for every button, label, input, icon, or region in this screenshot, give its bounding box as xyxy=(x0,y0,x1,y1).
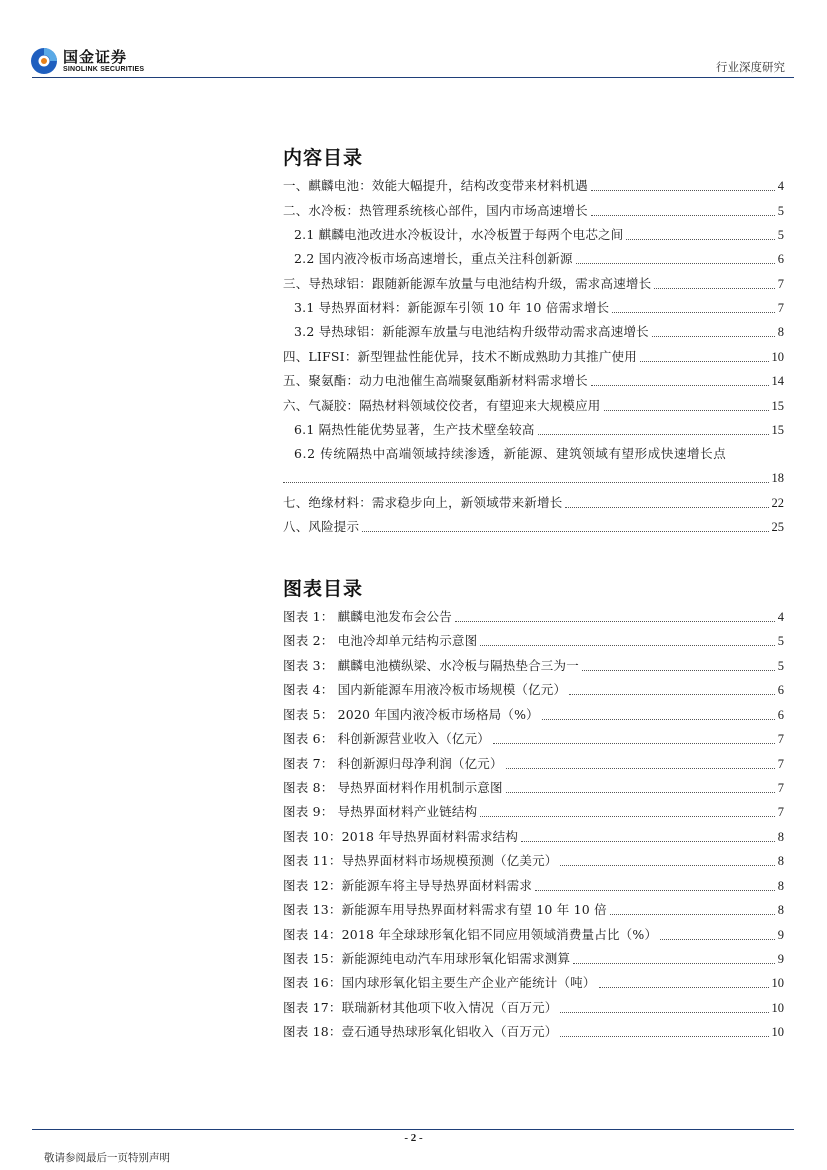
toc-entry-page: 4 xyxy=(777,179,784,193)
figure-entry-text: 图表 5： 2020 年国内液冷板市场格局（%） xyxy=(283,707,539,722)
footer-disclaimer: 敬请参阅最后一页特别声明 xyxy=(44,1152,170,1164)
figure-entry[interactable] xyxy=(283,803,784,821)
figure-entry[interactable] xyxy=(283,681,784,699)
figure-entry-text: 图表 16：国内球形氧化铝主要生产企业产能统计（吨） xyxy=(283,975,596,990)
toc-entry-text: 七、绝缘材料：需求稳步向上，新领域带来新增长 xyxy=(283,495,563,510)
figure-entry[interactable] xyxy=(283,852,784,870)
figure-entry[interactable] xyxy=(283,657,784,675)
figure-entry-text: 图表 14：2018 年全球球形氧化铝不同应用领域消费量占比（%） xyxy=(283,927,658,942)
toc-entry-page: 18 xyxy=(771,471,784,485)
figures-title: 图表目录 xyxy=(283,578,364,600)
toc-entry-page: 14 xyxy=(771,374,784,388)
figure-entry-page: 6 xyxy=(777,683,784,697)
figure-entry[interactable] xyxy=(283,828,784,846)
toc-entry-text: 六、气凝胶：隔热材料领域佼佼者，有望迎来大规模应用 xyxy=(283,398,601,413)
toc-entry[interactable] xyxy=(283,518,784,536)
toc-entry-page: 5 xyxy=(777,228,784,242)
toc-entry[interactable] xyxy=(283,202,784,220)
figure-entry[interactable] xyxy=(283,755,784,773)
toc-subentry-leader[interactable] xyxy=(283,469,784,487)
figure-entry-text: 图表 17：联瑞新材其他项下收入情况（百万元） xyxy=(283,1000,558,1015)
figure-entry-text: 图表 7： 科创新源归母净利润（亿元） xyxy=(283,756,503,771)
page-header xyxy=(0,0,827,80)
toc-entry-text: 八、风险提示 xyxy=(283,519,360,534)
figure-entry-text: 图表 15：新能源纯电动汽车用球形氧化铝需求测算 xyxy=(283,951,571,966)
toc-entry-text: 2.1 麒麟电池改进水冷板设计，水冷板置于每两个电芯之间 xyxy=(294,227,624,242)
toc-entry-page: 5 xyxy=(777,204,784,218)
toc-title: 内容目录 xyxy=(283,147,364,169)
toc-entry-text: 6.1 隔热性能优势显著，生产技术壁垒较高 xyxy=(294,422,535,437)
toc-entry-page: 15 xyxy=(771,423,784,437)
figure-entry-page: 8 xyxy=(777,854,784,868)
figure-entry-text: 图表 3： 麒麟电池横纵梁、水冷板与隔热垫合三为一 xyxy=(283,658,579,673)
toc-entry-text: 6.2 传统隔热中高端领域持续渗透，新能源、建筑领域有望形成快速增长点 xyxy=(294,446,727,461)
figure-entry-page: 8 xyxy=(777,830,784,844)
toc-entry-page: 25 xyxy=(771,520,784,534)
figure-entry-page: 6 xyxy=(777,708,784,722)
logo-chinese-name: 国金证券 xyxy=(63,47,128,66)
toc-subentry[interactable] xyxy=(294,250,784,268)
toc-subentry[interactable] xyxy=(294,421,784,439)
figure-entry[interactable] xyxy=(283,706,784,724)
figure-entry-page: 4 xyxy=(777,610,784,624)
figure-entry-text: 图表 13：新能源车用导热界面材料需求有望 10 年 10 倍 xyxy=(283,902,607,917)
figure-entry-page: 10 xyxy=(771,976,784,990)
figure-entry-page: 8 xyxy=(777,903,784,917)
toc-entry[interactable] xyxy=(283,348,784,366)
report-type-label: 行业深度研究 xyxy=(716,60,785,74)
figure-entry-page: 5 xyxy=(777,659,784,673)
figure-entry[interactable] xyxy=(283,974,784,992)
toc-entry-text: 3.1 导热界面材料：新能源车引领 10 年 10 倍需求增长 xyxy=(294,300,610,315)
toc-entry-text: 2.2 国内液冷板市场高速增长，重点关注科创新源 xyxy=(294,251,573,266)
figure-entry-text: 图表 10：2018 年导热界面材料需求结构 xyxy=(283,829,519,844)
toc-entry[interactable] xyxy=(283,177,784,195)
sinolink-logo-icon xyxy=(30,47,58,75)
figure-entry-text: 图表 18：壹石通导热球形氧化铝收入（百万元） xyxy=(283,1024,558,1039)
toc-entry-text: 五、聚氨酯：动力电池催生高端聚氨酯新材料需求增长 xyxy=(283,373,588,388)
company-logo xyxy=(30,47,144,75)
toc-entry[interactable] xyxy=(283,372,784,390)
figure-entry-page: 7 xyxy=(777,757,784,771)
figure-entry-page: 10 xyxy=(771,1025,784,1039)
figure-entry-text: 图表 2： 电池冷却单元结构示意图 xyxy=(283,633,478,648)
figure-entry-page: 7 xyxy=(777,805,784,819)
figure-entry-page: 5 xyxy=(777,634,784,648)
toc-entry-page: 7 xyxy=(777,301,784,315)
toc-entry-page: 7 xyxy=(777,277,784,291)
toc-entry-text: 一、麒麟电池：效能大幅提升，结构改变带来材料机遇 xyxy=(283,178,588,193)
toc-entry-text: 三、导热球铝：跟随新能源车放量与电池结构升级，需求高速增长 xyxy=(283,276,652,291)
figure-entry-page: 7 xyxy=(777,732,784,746)
figure-entry[interactable] xyxy=(283,730,784,748)
figure-entry[interactable] xyxy=(283,779,784,797)
toc-entry-text: 二、水冷板：热管理系统核心部件，国内市场高速增长 xyxy=(283,203,588,218)
toc-entry[interactable] xyxy=(283,397,784,415)
figure-entry-page: 10 xyxy=(771,1001,784,1015)
toc-subentry[interactable] xyxy=(294,226,784,244)
toc-entry-text: 四、LIFSI：新型锂盐性能优异，技术不断成熟助力其推广使用 xyxy=(283,349,637,364)
figure-entry-page: 7 xyxy=(777,781,784,795)
toc-subentry[interactable] xyxy=(294,323,784,341)
figure-entry-text: 图表 12：新能源车将主导导热界面材料需求 xyxy=(283,878,533,893)
logo-english-name: SINOLINK SECURITIES xyxy=(63,65,145,73)
figure-entry[interactable] xyxy=(283,926,784,944)
figure-entry[interactable] xyxy=(283,901,784,919)
toc-entry-page: 15 xyxy=(771,399,784,413)
toc-entry-page: 8 xyxy=(777,325,784,339)
toc-subentry[interactable] xyxy=(294,299,784,317)
toc-entry-page: 10 xyxy=(771,350,784,364)
figure-entry[interactable] xyxy=(283,877,784,895)
figure-entry-text: 图表 9： 导热界面材料产业链结构 xyxy=(283,804,478,819)
footer-divider xyxy=(32,1129,794,1130)
figure-entry-text: 图表 8： 导热界面材料作用机制示意图 xyxy=(283,780,503,795)
toc-entry-page: 22 xyxy=(771,496,784,510)
figure-entry[interactable] xyxy=(283,632,784,650)
header-divider xyxy=(32,77,794,78)
toc-entry[interactable] xyxy=(283,275,784,293)
figure-entry-text: 图表 6： 科创新源营业收入（亿元） xyxy=(283,731,491,746)
figure-entry-page: 8 xyxy=(777,879,784,893)
figure-entry[interactable] xyxy=(283,950,784,968)
figure-entry[interactable] xyxy=(283,608,784,626)
toc-entry[interactable] xyxy=(283,494,784,512)
toc-entry-text: 3.2 导热球铝：新能源车放量与电池结构升级带动需求高速增长 xyxy=(294,324,649,339)
toc-entry-page: 6 xyxy=(777,252,784,266)
figure-entry[interactable] xyxy=(283,1023,784,1041)
figure-entry-text: 图表 1： 麒麟电池发布会公告 xyxy=(283,609,452,624)
figure-entry-text: 图表 4： 国内新能源车用液冷板市场规模（亿元） xyxy=(283,682,567,697)
page-number: - 2 - xyxy=(404,1132,423,1144)
toc-subentry-wrapped[interactable] xyxy=(294,445,784,463)
figure-entry-text: 图表 11：导热界面材料市场规模预测（亿美元） xyxy=(283,853,558,868)
figure-entry-page: 9 xyxy=(777,952,784,966)
figure-entry-page: 9 xyxy=(777,928,784,942)
figure-entry[interactable] xyxy=(283,999,784,1017)
